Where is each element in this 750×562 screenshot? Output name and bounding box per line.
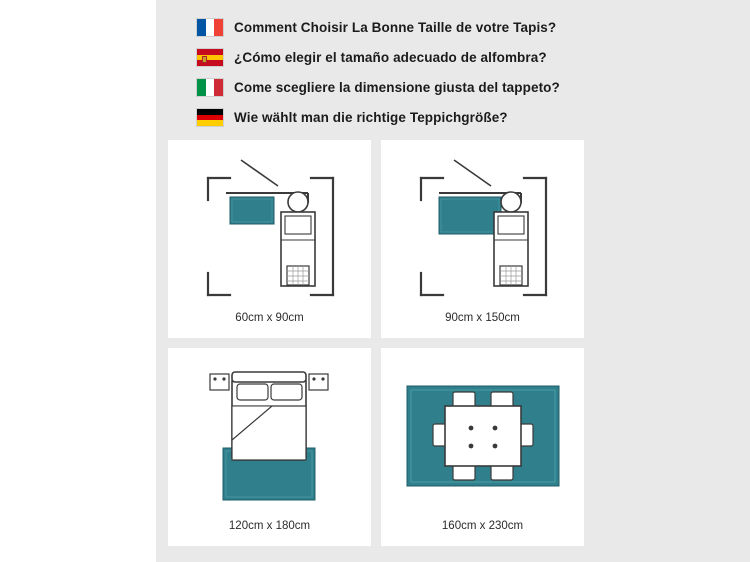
- flag-es-icon: [196, 48, 224, 67]
- rug-size-card-2[interactable]: [381, 140, 584, 338]
- rug-size-card-4[interactable]: [381, 348, 584, 546]
- heading-text-italian: Come scegliere la dimensione giusta del tappeto?: [234, 80, 560, 95]
- heading-row-italian: [196, 74, 736, 101]
- heading-row-french: [196, 14, 736, 41]
- diagram-dining-table-rug: [381, 348, 584, 520]
- heading-text-spanish: ¿Cómo elegir el tamaño adecuado de alfombra?: [234, 50, 547, 65]
- flag-fr-icon: [196, 18, 224, 37]
- diagram-bedroom-side-rug-medium: [381, 140, 584, 312]
- heading-row-german: [196, 104, 736, 131]
- caption-card-2: 90cm x 150cm: [445, 312, 520, 324]
- diagram-bedroom-side-rug-small: [168, 140, 371, 312]
- diagram-bedroom-foot-rug: [168, 348, 371, 520]
- rug-size-card-3[interactable]: [168, 348, 371, 546]
- flag-de-icon: [196, 108, 224, 127]
- caption-card-4: 160cm x 230cm: [441, 520, 524, 532]
- heading-text-german: Wie wählt man die richtige Teppichgröße?: [234, 110, 508, 125]
- caption-card-3: 120cm x 180cm: [228, 520, 311, 532]
- heading-row-spanish: [196, 44, 736, 71]
- flag-it-icon: [196, 78, 224, 97]
- heading-text-french: Comment Choisir La Bonne Taille de votre Tapis?: [234, 20, 557, 35]
- headings-list: [196, 14, 736, 134]
- caption-card-1: 60cm x 90cm: [235, 312, 304, 324]
- rug-size-card-1[interactable]: [168, 140, 371, 338]
